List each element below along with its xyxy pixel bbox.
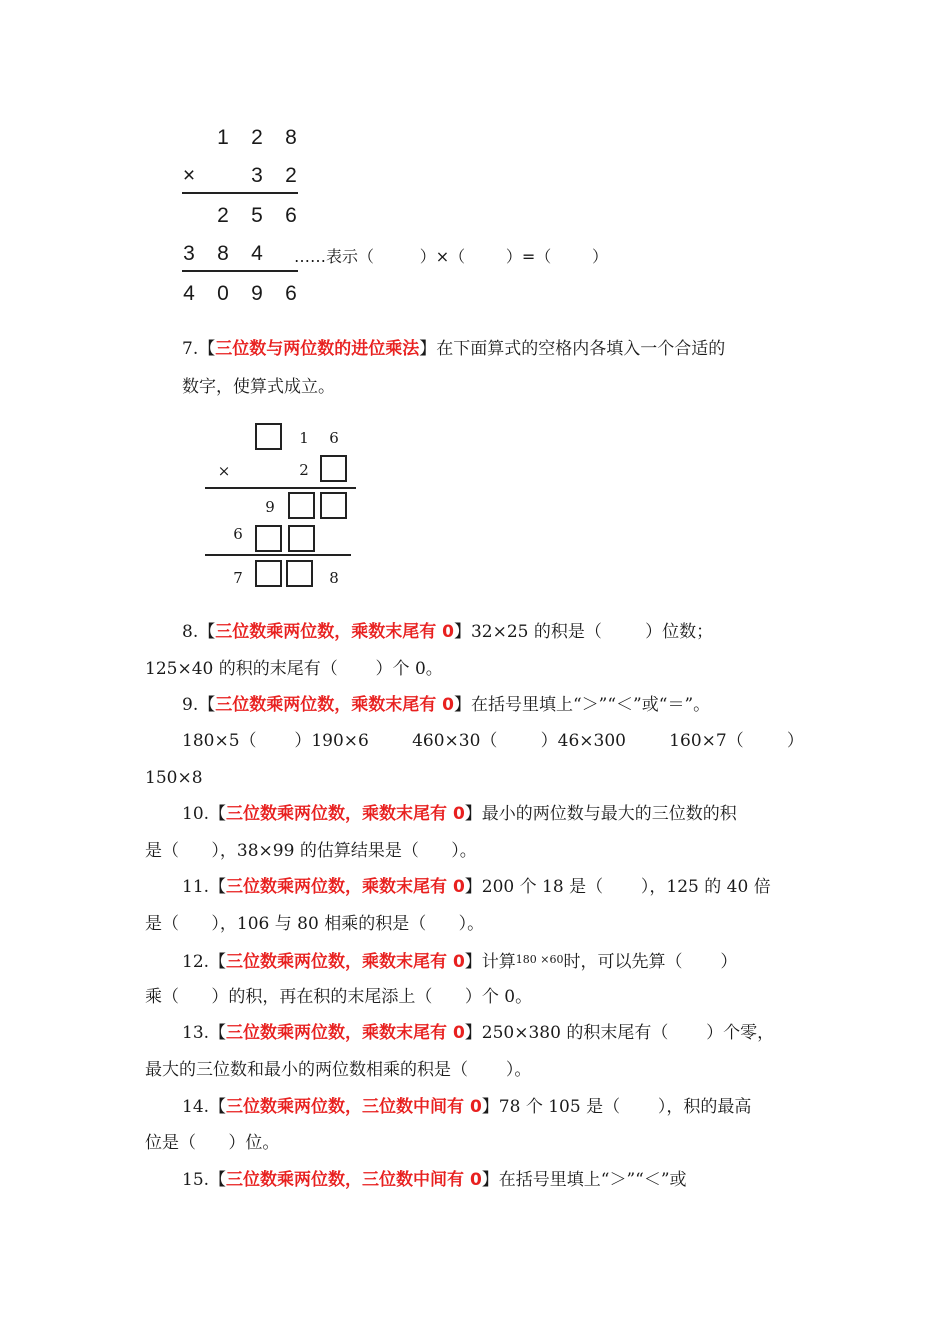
bracket-open: 【	[209, 877, 227, 897]
question-number: 11.	[182, 877, 210, 897]
question-text: 250×380 的积末尾有（ ）个零，	[481, 1023, 775, 1043]
blank-box[interactable]	[255, 560, 282, 587]
question-text: 计算	[481, 952, 516, 972]
question-14-line-2: 位是（ ）位。	[145, 1133, 280, 1153]
digit: 6	[285, 204, 297, 227]
question-text: 78 个 105 是（ ），积的最高	[498, 1097, 752, 1117]
topic-tag: 三位数乘两位数，乘数末尾有 0	[215, 695, 454, 715]
bracket-open: 【	[209, 1023, 227, 1043]
topic-tag: 三位数乘两位数，乘数末尾有 0	[226, 952, 465, 972]
bracket-close: 】	[481, 1170, 499, 1190]
question-12-line-1	[182, 949, 737, 973]
digit: 4	[183, 282, 195, 305]
bracket-close: 】	[453, 695, 471, 715]
digit-puzzle-diagram	[200, 418, 360, 593]
bracket-close: 】	[464, 952, 482, 972]
partial-product-annotation: ……表示（ ）×（ ）=（ ）	[294, 247, 608, 266]
digit: 7	[233, 569, 243, 587]
topic-tag: 三位数乘两位数，乘数末尾有 0	[226, 877, 465, 897]
divider-line	[182, 192, 298, 194]
bracket-close: 】	[464, 1023, 482, 1043]
bracket-close: 】	[464, 877, 482, 897]
bracket-close: 】	[419, 339, 437, 359]
digit: 1	[299, 429, 309, 447]
topic-tag: 三位数与两位数的进位乘法	[215, 339, 420, 359]
vertical-multiplication	[178, 122, 308, 312]
question-text: 时，可以先算（ ）	[563, 952, 738, 972]
question-15-line-1	[182, 1169, 687, 1191]
question-number: 12.	[182, 952, 210, 972]
topic-tag: 三位数乘两位数，乘数末尾有 0	[226, 804, 465, 824]
divider-line	[182, 270, 298, 272]
digit: 2	[251, 126, 263, 149]
question-9-line-1	[182, 694, 710, 716]
topic-tag: 三位数乘两位数，三位数中间有 0	[226, 1170, 482, 1190]
question-text: 在下面算式的空格内各填入一个合适的	[436, 339, 726, 359]
blank-box[interactable]	[320, 492, 347, 519]
digit: 6	[329, 429, 339, 447]
topic-tag: 三位数乘两位数，乘数末尾有 0	[215, 622, 454, 642]
question-13-line-1	[182, 1022, 774, 1044]
topic-tag: 三位数乘两位数，三位数中间有 0	[226, 1097, 482, 1117]
question-9-line-2: 180×5（ ）190×6 460×30（ ）46×300 160×7（ ）	[182, 731, 804, 751]
digit: 2	[217, 204, 229, 227]
digit: 0	[217, 282, 229, 305]
inline-expression: 180 ×60	[515, 953, 564, 966]
bracket-open: 【	[209, 1097, 227, 1117]
times-sign: ×	[217, 462, 231, 480]
question-text: 在括号里填上“＞”“＜”或	[498, 1170, 687, 1190]
bracket-open: 【	[198, 339, 216, 359]
divider-line	[205, 554, 351, 556]
bracket-open: 【	[209, 1170, 227, 1190]
question-11-line-1	[182, 876, 771, 898]
digit: 8	[329, 569, 339, 587]
question-number: 14.	[182, 1097, 210, 1117]
question-10-line-1	[182, 803, 737, 825]
digit: 3	[251, 164, 263, 187]
question-8-line-2: 125×40 的积的末尾有（ ）个 0。	[145, 659, 443, 679]
question-12-line-2: 乘（ ）的积，再在积的末尾添上（ ）个 0。	[145, 987, 533, 1007]
question-number: 8.	[182, 622, 199, 642]
digit: 9	[265, 498, 275, 516]
blank-box[interactable]	[255, 525, 282, 552]
digit: 8	[285, 126, 297, 149]
digit: 5	[251, 204, 263, 227]
question-13-line-2: 最大的三位数和最小的两位数相乘的积是（ ）。	[145, 1060, 532, 1080]
question-text: 最小的两位数与最大的三位数的积	[481, 804, 737, 824]
bracket-close: 】	[481, 1097, 499, 1117]
question-number: 13.	[182, 1023, 210, 1043]
question-number: 15.	[182, 1170, 210, 1190]
question-10-line-2: 是（ ），38×99 的估算结果是（ ）。	[145, 841, 477, 861]
question-9-line-3: 150×8	[145, 768, 203, 788]
question-number: 7.	[182, 339, 199, 359]
question-text: 200 个 18 是（ ），125 的 40 倍	[481, 877, 771, 897]
bracket-open: 【	[209, 952, 227, 972]
blank-box[interactable]	[286, 560, 313, 587]
blank-box[interactable]	[288, 525, 315, 552]
blank-box[interactable]	[320, 455, 347, 482]
digit: 9	[251, 282, 263, 305]
question-7-line-2: 数字，使算式成立。	[182, 377, 335, 397]
question-number: 10.	[182, 804, 210, 824]
question-number: 9.	[182, 695, 199, 715]
digit: 2	[285, 164, 297, 187]
bracket-close: 】	[453, 622, 471, 642]
question-11-line-2: 是（ ），106 与 80 相乘的积是（ ）。	[145, 914, 485, 934]
digit: 4	[251, 242, 263, 265]
blank-box[interactable]	[288, 492, 315, 519]
topic-tag: 三位数乘两位数，乘数末尾有 0	[226, 1023, 465, 1043]
question-8-line-1	[182, 621, 713, 643]
question-14-line-1	[182, 1096, 751, 1118]
digit: 8	[217, 242, 229, 265]
blank-box[interactable]	[255, 423, 282, 450]
times-sign: ×	[182, 164, 196, 187]
question-text: 32×25 的积是（ ）位数；	[470, 622, 714, 642]
bracket-open: 【	[198, 622, 216, 642]
digit: 3	[183, 242, 195, 265]
bracket-open: 【	[198, 695, 216, 715]
digit: 6	[285, 282, 297, 305]
question-7-line-1	[182, 338, 725, 360]
digit: 2	[299, 461, 309, 479]
question-text: 在括号里填上“＞”“＜”或“＝”。	[470, 695, 711, 715]
digit: 1	[217, 126, 229, 149]
divider-line	[205, 487, 356, 489]
bracket-close: 】	[464, 804, 482, 824]
digit: 6	[233, 525, 243, 543]
bracket-open: 【	[209, 804, 227, 824]
